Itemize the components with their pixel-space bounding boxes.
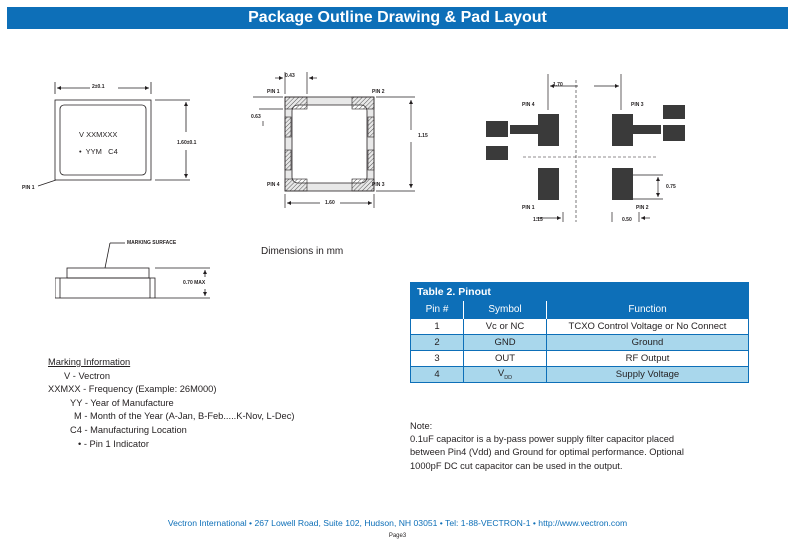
function-cell: RF Output xyxy=(547,351,749,367)
marking-information xyxy=(48,356,294,451)
table-row xyxy=(411,319,749,335)
bottom-dim-063: 0.63 xyxy=(251,114,261,120)
marking-line: C4 - Manufacturing Location xyxy=(70,424,187,435)
pin-cell: 1 xyxy=(411,319,464,335)
page-banner xyxy=(7,7,788,29)
top-height-dim: 1.60±0.1 xyxy=(177,140,197,146)
footer-contact: Vectron International • 267 Lowell Road, Suite 102, Hudson, NH 03051 • Tel: 1-88-VECTRON-1 • http://www.vectron.com xyxy=(167,518,628,528)
bottom-pin2: PIN 2 xyxy=(372,89,385,95)
symbol-cell xyxy=(464,367,547,383)
note-title: Note: xyxy=(410,421,433,431)
pad-pin4: PIN 4 xyxy=(522,102,535,108)
side-view-drawing xyxy=(55,235,225,310)
table-row xyxy=(411,367,749,383)
symbol-cell: GND xyxy=(464,335,547,351)
page-number: Page3 xyxy=(388,533,407,539)
top-width-dim: 2±0.1 xyxy=(92,84,105,90)
pin-cell: 2 xyxy=(411,335,464,351)
side-height-dim: 0.70 MAX xyxy=(183,280,206,286)
bottom-pin1: PIN 1 xyxy=(267,89,280,95)
function-cell: Supply Voltage xyxy=(547,367,749,383)
table-row xyxy=(411,335,749,351)
pad-layout-drawing xyxy=(478,72,698,232)
pinout-table xyxy=(410,282,749,383)
bottom-dim-160: 1.60 xyxy=(325,200,335,206)
symbol-cell: Vc or NC xyxy=(464,319,547,335)
marking-line: XXMXX - Frequency (Example: 26M000) xyxy=(48,384,217,395)
pin-cell: 4 xyxy=(411,367,464,383)
bottom-dim-115: 1.15 xyxy=(418,133,428,139)
symbol-main: V xyxy=(497,368,505,380)
marking-line-1: V XXMXXX xyxy=(79,130,118,139)
pin-cell: 3 xyxy=(411,351,464,367)
pad-dim-075: 0.75 xyxy=(666,184,676,190)
note-block xyxy=(410,420,710,473)
note-body: 0.1uF capacitor is a by-pass power supply filter capacitor placed between Pin4 (Vdd) and Ground for optimal performance. Optional 1000pF DC cut capacitor can be used in the output. xyxy=(410,434,684,471)
col-header-function: Function xyxy=(547,301,749,319)
bottom-pin4: PIN 4 xyxy=(267,182,280,188)
dimensions-note: Dimensions in mm xyxy=(261,246,344,257)
top-pin1-label: PIN 1 xyxy=(22,185,35,191)
page-title: Package Outline Drawing & Pad Layout xyxy=(248,9,547,26)
pad-pin2: PIN 2 xyxy=(636,205,649,211)
table-row xyxy=(411,351,749,367)
function-cell: Ground xyxy=(547,335,749,351)
bottom-pin3: PIN 3 xyxy=(372,182,385,188)
pad-dim-170: 1.70 xyxy=(553,82,563,88)
pad-pin3: PIN 3 xyxy=(631,102,644,108)
marking-line-2: • YYM C4 xyxy=(79,147,118,156)
bottom-dim-043: 0.43 xyxy=(285,73,295,79)
side-marking-surface: MARKING SURFACE xyxy=(127,240,177,246)
pad-pin1: PIN 1 xyxy=(522,205,535,211)
function-cell: TCXO Control Voltage or No Connect xyxy=(547,319,749,335)
col-header-symbol: Symbol xyxy=(464,301,547,319)
marking-line: V - Vectron xyxy=(64,370,110,381)
symbol-subscript: DD xyxy=(504,374,513,381)
pinout-title: Table 2. Pinout xyxy=(411,283,749,302)
col-header-pin: Pin # xyxy=(411,301,464,319)
marking-info-title: Marking Information xyxy=(48,357,131,367)
top-view-drawing xyxy=(20,70,230,200)
symbol-cell: OUT xyxy=(464,351,547,367)
marking-line: M - Month of the Year (A-Jan, B-Feb.....K-Nov, L-Dec) xyxy=(74,411,295,422)
pad-dim-115: 1.15 xyxy=(533,217,543,223)
marking-line: YY - Year of Manufacture xyxy=(70,397,174,408)
marking-line: • - Pin 1 Indicator xyxy=(78,438,149,449)
pad-dim-050: 0.50 xyxy=(622,217,632,223)
